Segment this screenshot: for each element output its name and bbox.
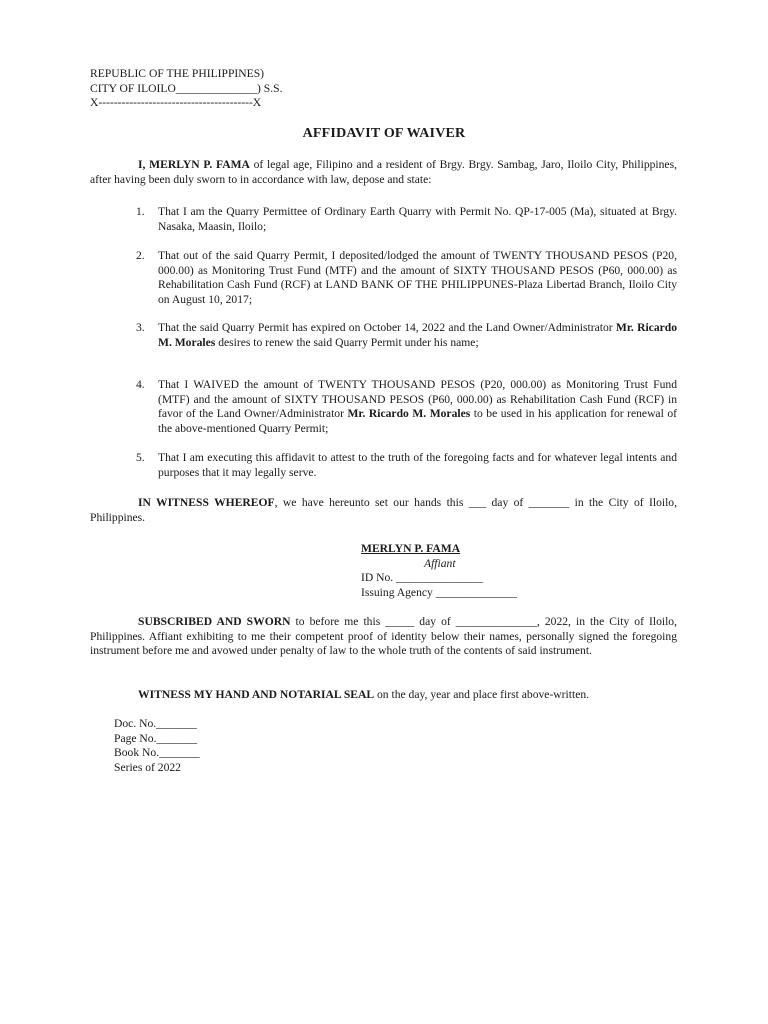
series-line: Series of 2022 [114, 760, 181, 774]
signature-block [361, 542, 517, 600]
administrator-name: Mr. Ricardo M. Morales [347, 407, 471, 421]
statement-text: That I am the Quarry Permittee of Ordinary Earth Quarry with Permit No. QP-17-005 (Ma), situated at Brgy. Nasaka, Maasin, Iloilo; [158, 205, 677, 233]
statement-number: 3. [136, 321, 145, 334]
jurat-text: to before me this _____ day of ______________, 2022, in the City of Iloilo, Philippines. Affiant exhibiting to me their competent proof of identity below their names, personally signed the foregoing instrument before me and avowed under penalty of law to the whole truth of the contents of said instrument. [90, 615, 678, 658]
venue-header [90, 67, 282, 111]
statement-text-a: That the said Quarry Permit has expired on October 14, 2022 and the Land Owner/Administrator [158, 321, 616, 334]
statement-text: That I am executing this affidavit to attest to the truth of the foregoing facts and for whatever legal intents and purposes that it may legally serve. [158, 451, 677, 479]
id-number-line: ID No. _______________ [361, 571, 484, 585]
statement-number: 5. [136, 451, 145, 464]
affiant-label: Affiant [424, 556, 456, 570]
statement-item-5 [90, 451, 677, 480]
statement-number: 2. [136, 249, 145, 262]
statement-item-1 [90, 205, 677, 234]
witness-paragraph [90, 496, 677, 525]
statement-text: That out of the said Quarry Permit, I deposited/lodged the amount of TWENTY THOUSAND PESOS (P20, 000.00) as Monitoring Trust Fund (MTF) and the amount of SIXTY THOUSAND PESOS (P60, 000.00) as Rehabilitation Cash Fund (RCF) at LAND BANK OF THE PHILIPPUNES-Plaza Libertad Branch, Iloilo City on August 10, 2017; [158, 249, 677, 306]
statement-item-4 [90, 378, 677, 436]
document-title: AFFIDAVIT OF WAIVER [302, 126, 466, 141]
statement-number: 4. [136, 378, 145, 391]
statement-text-a: That I WAIVED the amount of TWENTY THOUSAND PESOS (P20, 000.00) as Monitoring Trust Fund (MTF) and the amount of SIXTY THOUSAND PESOS (P60, 000.00) as Rehabilitation Cash Fund (RCF) in favor of the Land Owner/Administrator [158, 378, 677, 421]
statement-text-b: to be used in his application for renewal of the above-mentioned Quarry Permit; [158, 407, 677, 435]
statement-item-3 [90, 321, 677, 350]
affiant-signature-name: MERLYN P. FAMA [361, 542, 461, 555]
notarial-registry [114, 717, 200, 775]
jurat-heading: SUBSCRIBED AND SWORN [138, 615, 291, 628]
page-number-line: Page No._______ [114, 731, 198, 745]
intro-paragraph [90, 158, 677, 187]
witness-text: , we have hereunto set our hands this ___ day of _______ in the City of Iloilo, Philippines. [90, 496, 677, 524]
administrator-name: Mr. Ricardo M. Morales [158, 321, 678, 349]
statement-item-2 [90, 249, 677, 307]
venue-republic: REPUBLIC OF THE PHILIPPINES) [90, 67, 265, 80]
intro-text: of legal age, Filipino and a resident of Brgy. Brgy. Sambag, Jaro, Iloilo City, Philippines, after having been duly sworn to in accordance with law, depose and state: [90, 158, 677, 186]
witness-heading: IN WITNESS WHEREOF [138, 496, 275, 509]
notarial-text: on the day, year and place first above-written. [374, 688, 590, 701]
affiant-name-intro: I, MERLYN P. FAMA [138, 158, 250, 171]
venue-city: CITY OF ILOILO______________) S.S. [90, 81, 283, 95]
jurat-paragraph [90, 615, 677, 659]
doc-number-line: Doc. No._______ [114, 717, 197, 730]
notarial-heading: WITNESS MY HAND AND NOTARIAL SEAL [138, 688, 375, 701]
book-number-line: Book No._______ [114, 746, 200, 760]
statement-text-b: desires to renew the said Quarry Permit under his name; [215, 335, 479, 349]
notarial-paragraph [90, 688, 677, 703]
issuing-agency-line: Issuing Agency ______________ [361, 585, 517, 599]
venue-divider: X----------------------------------------X [90, 96, 262, 110]
statement-number: 1. [136, 205, 145, 218]
